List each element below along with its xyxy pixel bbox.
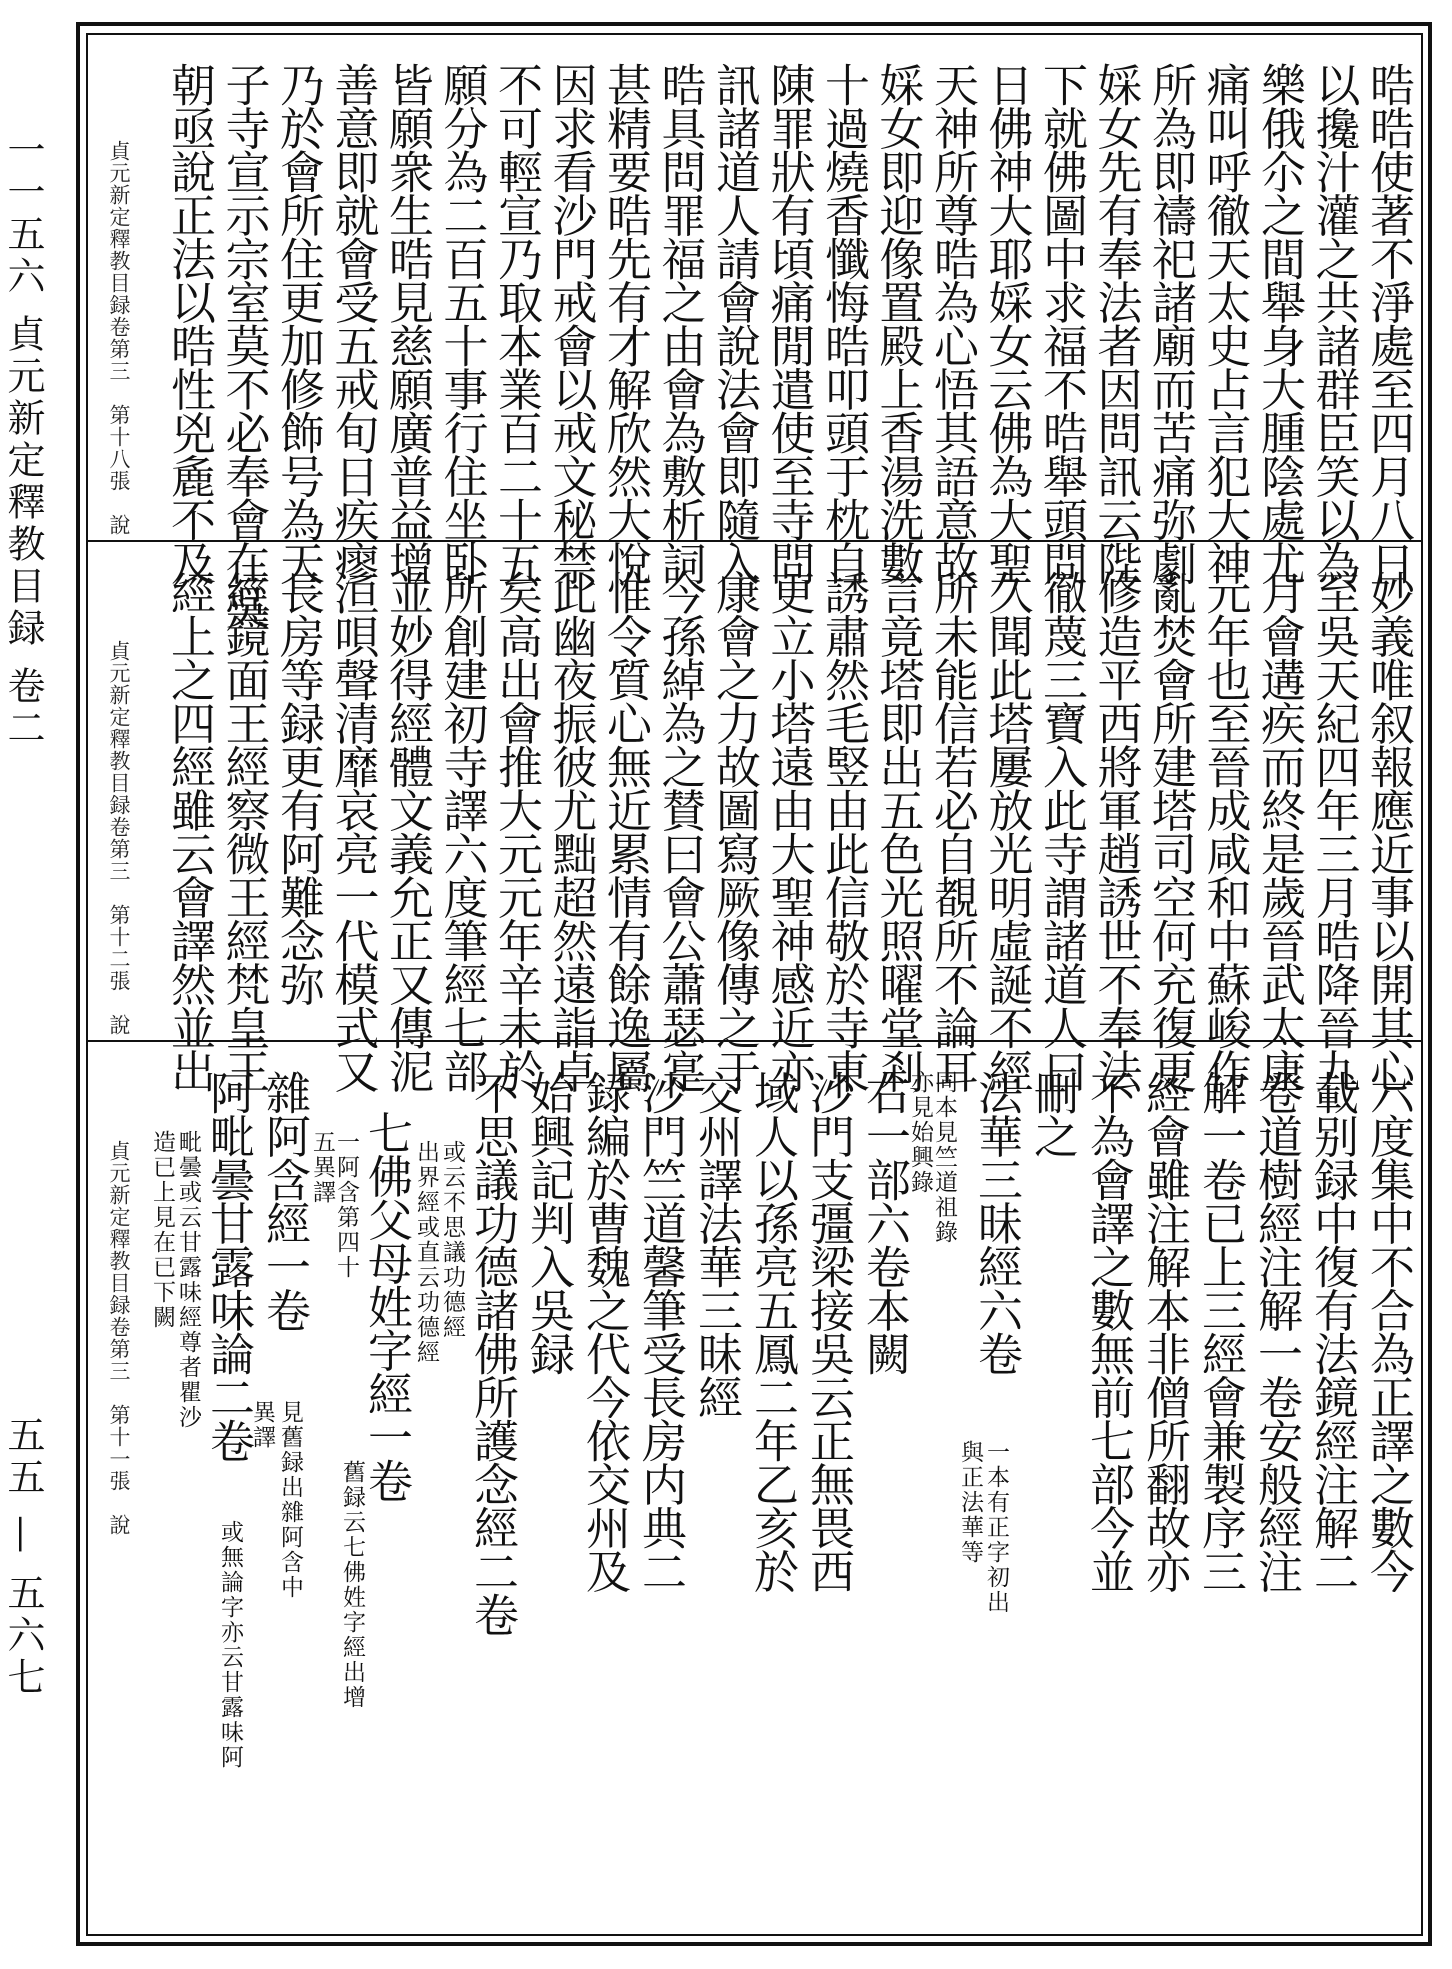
text-line: 十過燒香懺悔晧叩頭于枕自 (817, 62, 870, 584)
sutra-note: 舊録云七佛姓字經出增 (339, 1460, 365, 1710)
sutra-note: 同本見竺道祖錄 (931, 1070, 957, 1245)
text-line: 始興記判入吳録 (522, 1070, 575, 1375)
text-line: 誘肅然毛竪由此信敬於寺東 (817, 570, 870, 1092)
text-line: 惟令質心無近累情有餘逸屬 (599, 570, 652, 1092)
section-3-footer: 貞元新定釋教目録卷第三 第十一張 說 (107, 1140, 131, 1536)
sutra-note: 造已上見在已下闕 (149, 1130, 175, 1330)
text-line: 天神所尊晧為心悟其語意故 (926, 62, 979, 584)
text-line: 沙門支彊梁接吳云正無畏西 (802, 1070, 855, 1592)
text-line: 右一部六卷本闕 (858, 1070, 911, 1375)
text-line: 久聞此塔屢放光明虛誕不經 (980, 570, 1034, 1092)
text-line: 子寺宣示宗室莫不必奉會在吳 (217, 62, 271, 628)
text-line: 痛叫呼徹天太史占言犯大神 (1198, 62, 1252, 584)
sutra-note: 毗曇或云甘露味經尊者瞿沙 (175, 1130, 201, 1430)
sutra-title: 阿毗曇甘露味論二卷 (202, 1070, 255, 1462)
sutra-note: 亦見始興錄 (907, 1070, 933, 1195)
text-line: 録編於曹魏之代今依交州及 (578, 1070, 631, 1592)
text-line: 甚精要晧先有才解欣然大悅 (599, 62, 652, 584)
text-line: 經會雖注解本非僧所翻故亦 (1138, 1070, 1191, 1592)
margin-page-range: 五五 — 五六七 (1, 1415, 45, 1700)
text-line: 載别録中復有法鏡經注解二 (1306, 1070, 1359, 1592)
text-line: 康會之力故圖寫厥像傳之于 (708, 570, 761, 1092)
text-line: 善意即就會受五戒旬日疾瘳 (326, 62, 380, 584)
text-line: 所未能信若必自覩所不論耳 (926, 570, 979, 1092)
text-line: 洹唄聲清靡哀亮一代模式又 (326, 570, 380, 1092)
sutra-note: 一阿含第四十 (333, 1130, 359, 1280)
text-line: 長房等録更有阿難念弥 (272, 570, 325, 1005)
text-line: 晧晧使著不淨處至四月八日 (1362, 62, 1415, 584)
text-line: 晧具問罪福之由會為敷析詞 (653, 62, 707, 584)
text-line: 元年也至晉成咸和中蘇峻作 (1198, 570, 1252, 1092)
text-line: 月會遘疾而終是歲晉武太康 (1253, 570, 1306, 1092)
text-line: 日佛神大耶婇女云佛為大聖 (980, 62, 1034, 584)
text-line: 下就佛圖中求福不晧舉頭問 (1035, 62, 1088, 584)
sutra-title: 七佛父母姓字經一卷 (360, 1110, 413, 1502)
text-line: 徹蔑三寶入此寺謂諸道人曰 (1035, 570, 1088, 1092)
text-line: 不可輕宣乃取本業百二十五 (490, 62, 543, 584)
text-line: 所創建初寺譯六度筆經七部 (435, 570, 489, 1092)
sutra-title: 不思議功德諸佛所護念經二卷 (466, 1070, 519, 1636)
text-line: 樂俄尒之間舉身大腫陰處尤 (1253, 62, 1306, 584)
text-line: 此幽夜振彼尤黜超然遠詣卓 (544, 570, 598, 1092)
sutra-note: 異譯 (249, 1400, 275, 1450)
sutra-note: 見舊録出雜阿含中 (277, 1400, 303, 1600)
text-line: 婇女先有奉法者因問訊云陛 (1089, 62, 1143, 584)
text-line: 亂焚會所建塔司空何充復更 (1144, 570, 1197, 1092)
text-line: 陳罪狀有頃痛閒遣使至寺問 (762, 62, 816, 584)
text-line: 願分為二百五十事行住坐卧 (435, 62, 489, 584)
text-line: 經上之四經雖云會譯然並出 (163, 570, 216, 1092)
text-line: 經鏡面王經察微王經梵皇王 (217, 570, 271, 1092)
text-line: 言竟塔即出五色光照曜堂剎 (871, 570, 925, 1092)
sutra-note: 或云不思議功德經 (439, 1140, 465, 1340)
sutra-note: 五異譯 (309, 1130, 335, 1205)
text-line: 並妙得經體文義允正又傳泥 (381, 570, 434, 1092)
text-line: 交州譯法華三昧經 (690, 1070, 743, 1418)
text-line: 矣高出會推大元元年辛未於 (490, 570, 543, 1092)
text-line: 今孫綽為之賛曰會公蕭瑟寔 (653, 570, 707, 1092)
text-line: 訊諸道人請會說法會即隨入 (708, 62, 761, 584)
sutra-note: 出界經或直云功德經 (413, 1140, 439, 1365)
text-line: 刪之 (1026, 1070, 1079, 1157)
text-line: 沙門竺道馨筆受長房内典二 (634, 1070, 687, 1592)
sutra-note: 與正法華等 (957, 1440, 983, 1565)
section-1-footer: 貞元新定釋教目録卷第三 第十八張 說 (107, 140, 131, 536)
sutra-title: 法華三昧經六卷 (970, 1070, 1023, 1375)
text-line: 所為即禱祀諸廟而苦痛弥劇 (1144, 62, 1197, 584)
text-line: 婇女即迎像置殿上香湯洗數 (871, 62, 925, 584)
text-line: 不為會譯之數無前七部今並 (1082, 1070, 1135, 1592)
text-line: 域人以孫亮五鳳二年乙亥於 (746, 1070, 799, 1592)
text-line: 卷道樹經注解一卷安般經注 (1250, 1070, 1303, 1592)
text-line: 因求看沙門戒會以戒文秘禁 (544, 62, 598, 584)
text-line: 更立小塔遠由大聖神感近亦 (762, 570, 816, 1092)
sutra-note: 或無論字亦云甘露味阿 (217, 1520, 243, 1770)
text-line: 六度集中不合為正譯之數今 (1362, 1070, 1415, 1592)
section-2-footer: 貞元新定釋教目録卷第三 第十二張 說 (107, 640, 131, 1036)
text-line: 以攙汁灌之共諸群臣笑以為 (1307, 62, 1361, 584)
text-line: 解一卷已上三經會兼製序三 (1194, 1070, 1247, 1592)
text-line: 朝亟說正法以晧性兇麁不及 (163, 62, 216, 584)
sutra-title: 雜阿含經一卷 (258, 1070, 311, 1331)
text-line: 皆願衆生晧見慈願廣普益增 (381, 62, 434, 584)
text-line: 修造平西將軍趙誘世不奉法 (1089, 570, 1143, 1092)
text-line: 妙義唯叙報應近事以開其心 (1362, 570, 1415, 1092)
margin-book-title: 一一五六 貞元新定釋教目録 卷二 (1, 130, 45, 751)
text-line: 至吳天紀四年三月晧降晉九 (1307, 570, 1361, 1092)
text-line: 乃於會所住更加修飾号為天 (272, 62, 325, 584)
sutra-note: 一本有正字初出 (983, 1440, 1009, 1615)
